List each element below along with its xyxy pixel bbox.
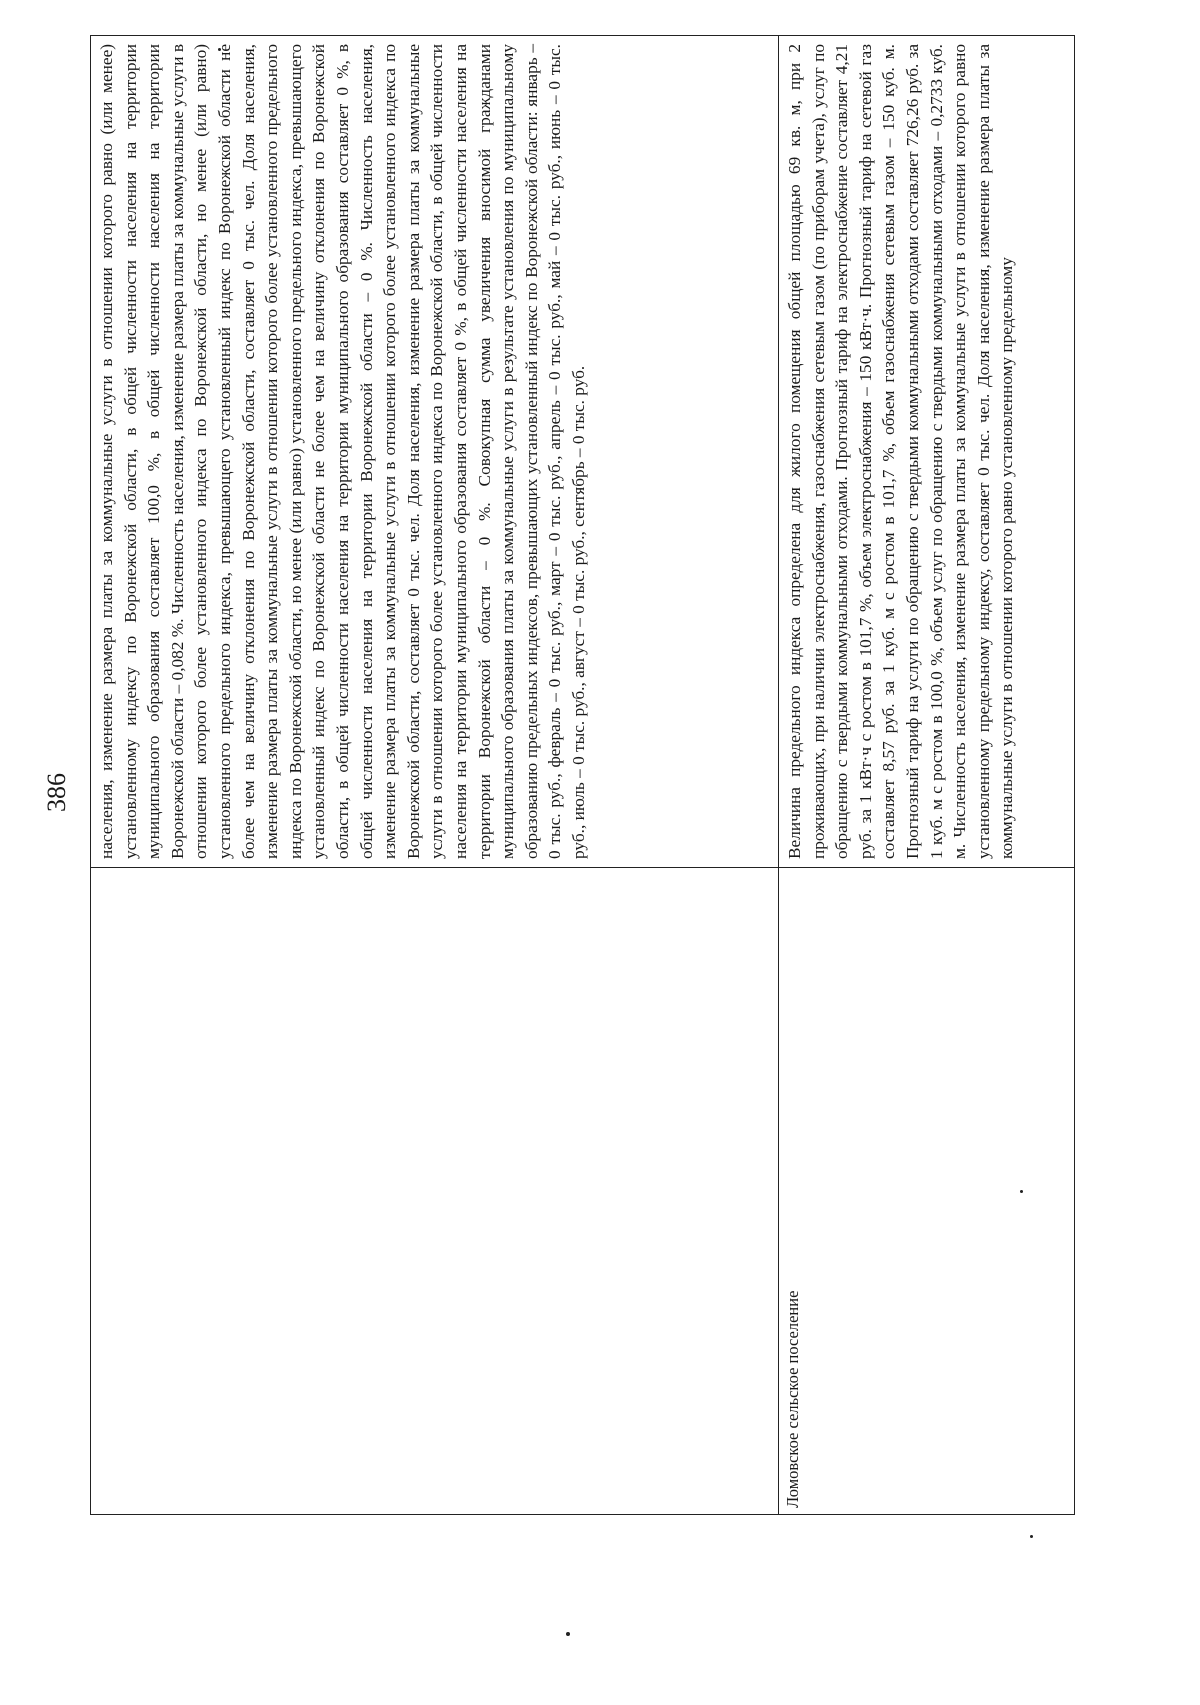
data-table [90,35,1075,1515]
table-row [91,36,779,1514]
municipality-name-cell: Ломовское сельское поселение [779,867,1074,1514]
scan-speck [566,1632,570,1636]
municipality-name-cell [91,867,778,1514]
description-cell: Величина предельного индекса определена для жилого помещения общей площадью 69 кв. м, при 2 проживающих, при наличии электроснабжения, газоснабжения сетевым газом (по приборам учета), услуг по обращению с твердыми коммунальными отходами. Прогнозный тариф на электроснабжение составляет 4,21 руб. за 1 кВт·ч с ростом в 101,7 %, объем электроснабжения – 150 кВт·ч. Прогнозный тариф на сетевой газ составляет 8,57 руб. за 1 куб. м с ростом в 101,7 %, объем газоснабжения сетевым газом – 150 куб. м. Прогнозный тариф на услуги по обращению с твердыми коммунальными отходами составляет 726,26 руб. за 1 куб. м с ростом в 100,0 %, объем услуг по обращению с твердыми коммунальными отходами – 0,2733 куб. м. Численность населения, изменение размера платы за коммунальные услуги в отношении которого равно установленному предельному индексу, составляет 0 тыс. чел. Доля населения, изменение размера платы за коммунальные услуги в отношении которого равно установленному предельному [785,44,1017,859]
scan-speck [1030,1535,1033,1538]
table-row [779,36,1074,1514]
description-cell: населения, изменение размера платы за коммунальные услуги в отношении которого равно (или менее) установленному индексу по Воронежской области, в общей численности населения на территории муниципального образования составляет 100,0 %, в общей численности населения на территории Воронежской области – 0,082 %. Численность населения, изменение размера платы за коммунальные услуги в отношении которого более установленного индекса по Воронежской области, но менее (или равно) установленного предельного индекса, превышающего установленный индекс по Воронежской области не более чем на величину отклонения по Воронежской области, составляет 0 тыс. чел. Доля населения, изменение размера платы за коммунальные услуги в отношении которого более установленного предельного индекса по Воронежской области, но менее (или равно) установленного предельного индекса, превышающего установленный индекс по Воронежской области не более чем на величину отклонения по Воронежской области, в общей численности населения на территории муниципального образования составляет 0 %, в общей численности населения на территории Воронежской области – 0 %. Численность населения, изменение размера платы за коммунальные услуги в отношении которого более установленного индекса по Воронежской области, составляет 0 тыс. чел. Доля населения, изменение размера платы за коммунальные услуги в отношении которого более установленного индекса по Воронежской области, в общей численности населения на территории муниципального образования составляет 0 %, в общей численности населения на территории Воронежской области – 0 %. Совокупная сумма увеличения вносимой гражданами муниципального образования платы за коммунальные услуги в результате установления по муниципальному образованию предельных индексов, превышающих установленный индекс по Воронежской области: январь – 0 тыс. руб., февраль – 0 тыс. руб., март – 0 тыс. руб., апрель – 0 тыс. руб., май – 0 тыс. руб., июнь – 0 тыс. руб., июль – 0 тыс. руб., август – 0 тыс. руб., сентябрь – 0 тыс. руб. [97,44,588,859]
page-number: 386 [42,773,71,812]
